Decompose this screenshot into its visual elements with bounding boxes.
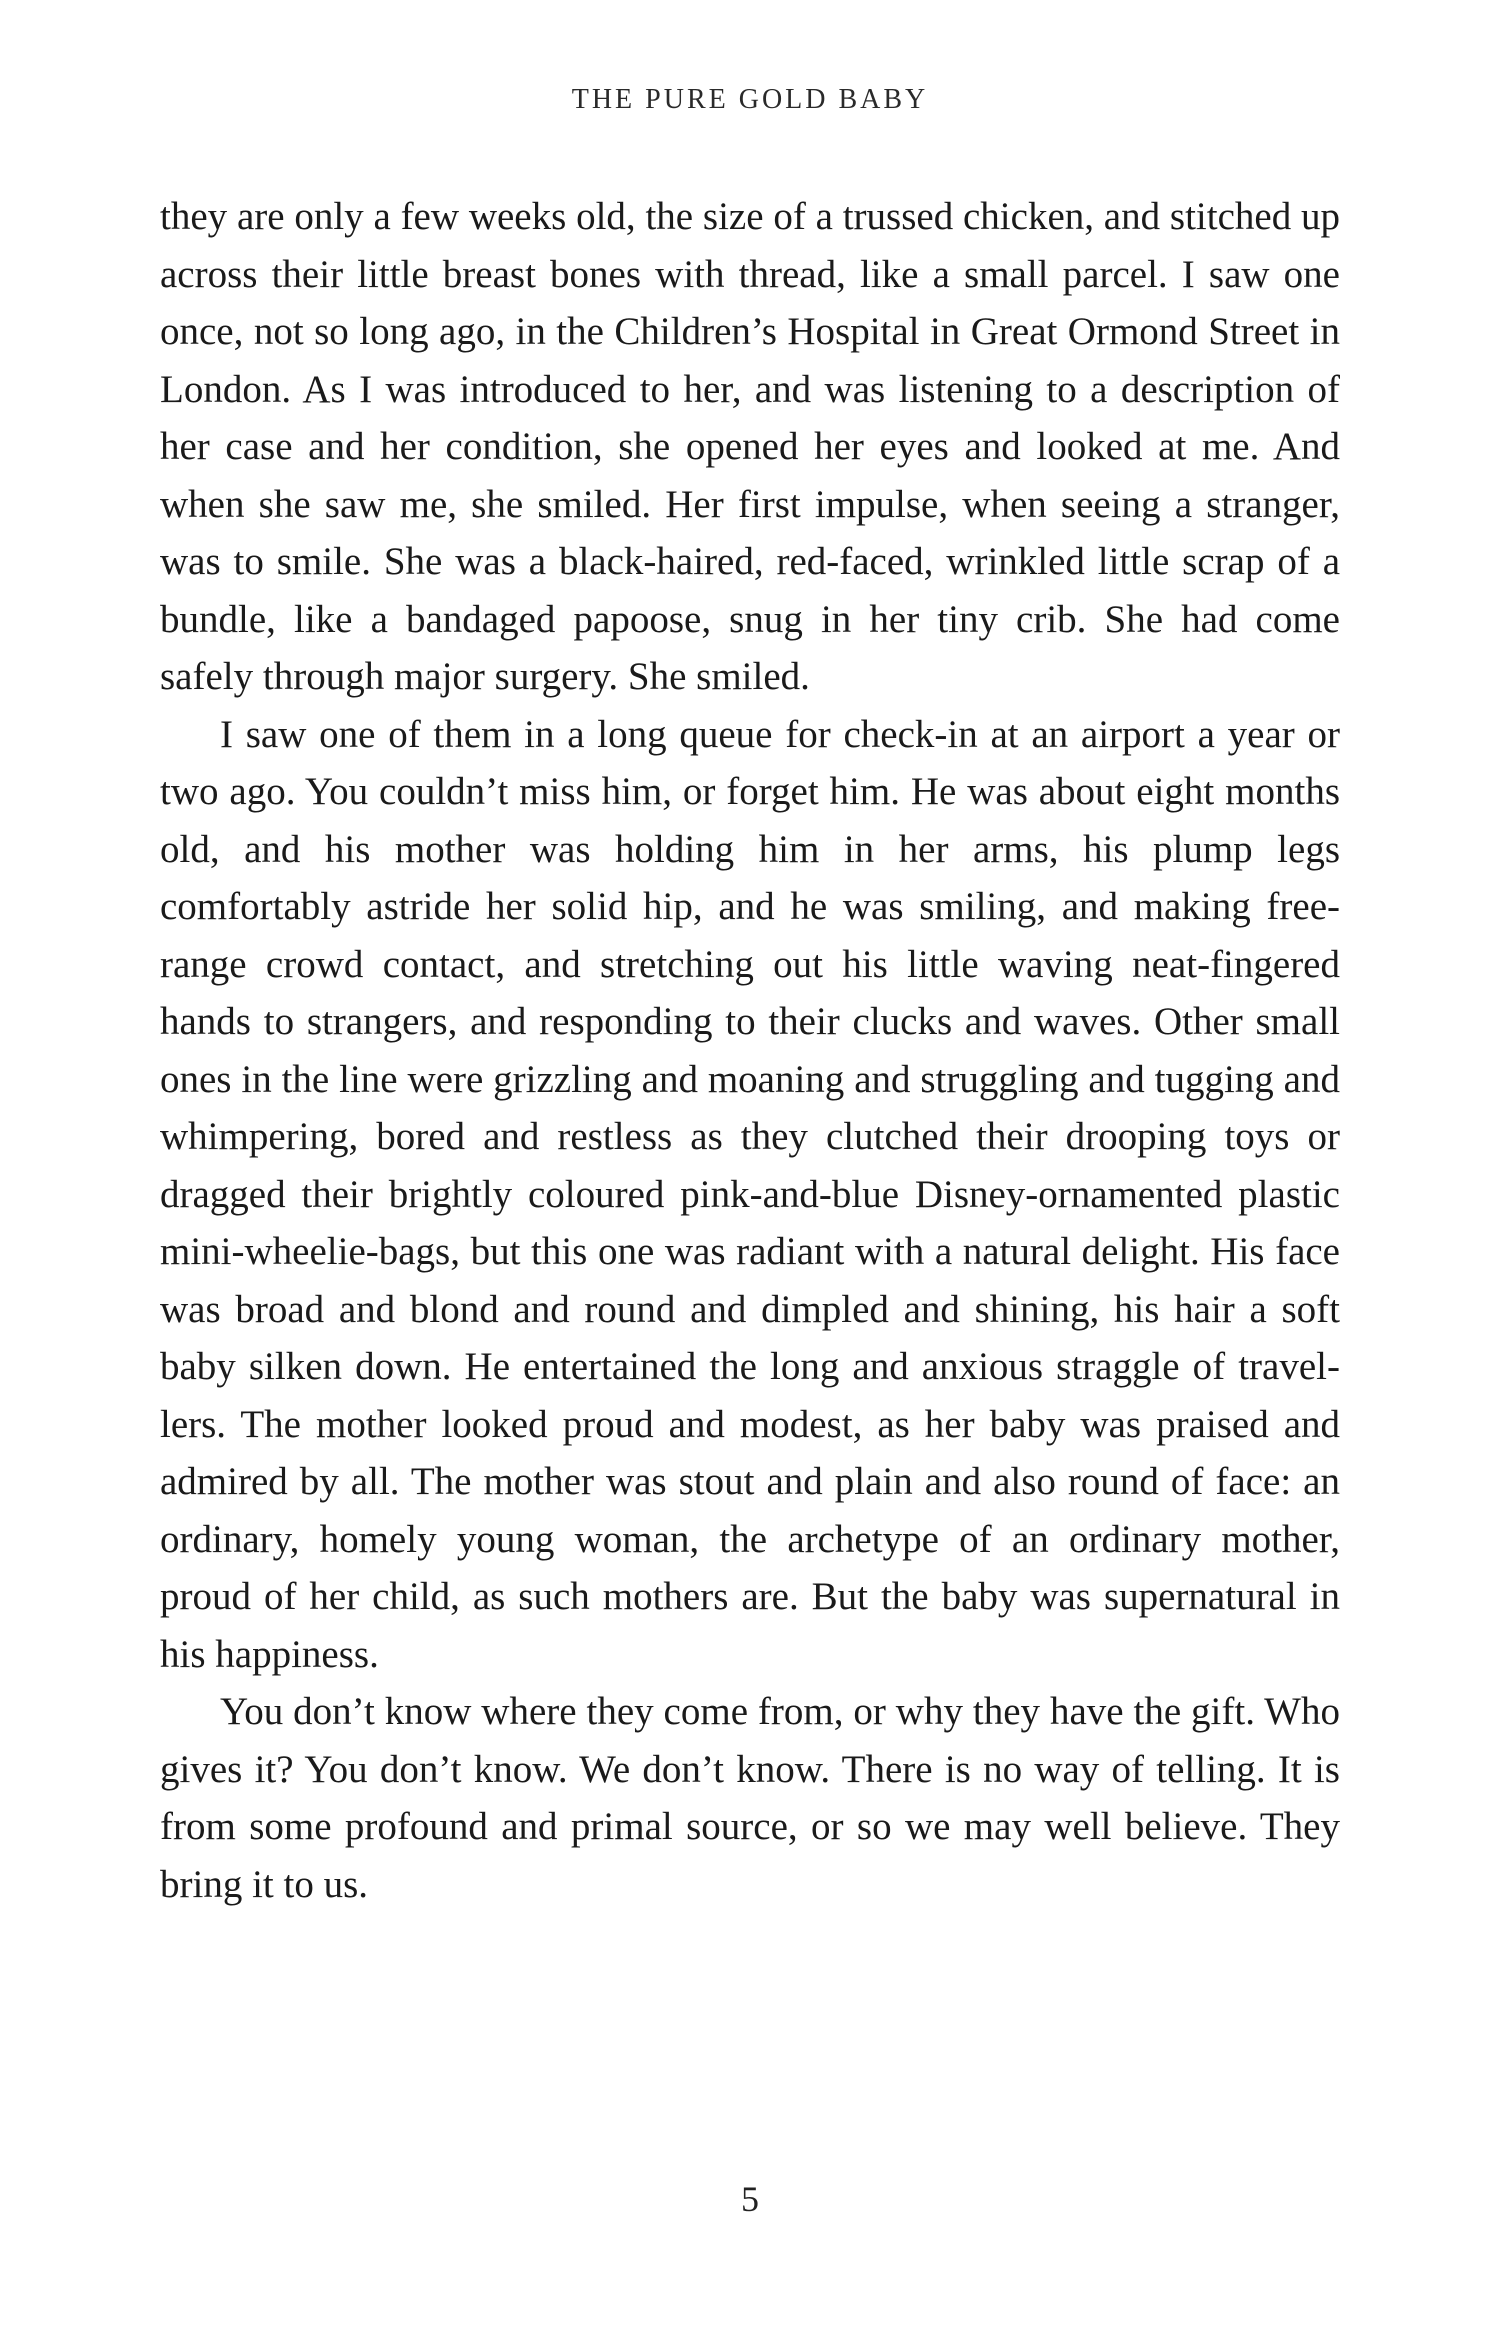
body-text bbox=[160, 188, 1340, 1913]
page-number: 5 bbox=[741, 2179, 759, 2219]
paragraph-1: they are only a few weeks old, the size of a trussed chicken, and stitched up across their little breast bones with thread, like a small parcel. I saw one once, not so long ago, in the Children’s Hospital in Great Ormond Street in London. As I was introduced to her, and was listening to a description of her case and her condition, she opened her eyes and looked at me. And when she saw me, she smiled. Her first impulse, when seeing a stranger, was to smile. She was a black-haired, red-faced, wrinkled little scrap of a bundle, like a bandaged papoose, snug in her tiny crib. She had come safely through major surgery. She smiled. bbox=[160, 195, 1340, 698]
running-head: THE PURE GOLD BABY bbox=[571, 84, 929, 115]
paragraph-3: You don’t know where they come from, or why they have the gift. Who gives it? You don’t know. We don’t know. There is no way of telling. It is from some profound and primal source, or so we may well believe. They bring it to us. bbox=[160, 1690, 1340, 1906]
paragraph-2: I saw one of them in a long queue for check-in at an airport a year or two ago. You couldn’t miss him, or forget him. He was about eight months old, and his mother was holding him in her arms, his plump legs comfortably astride her solid hip, and he was smiling, and making free-range crowd contact, and stretching out his little waving neat-fingered hands to strangers, and responding to their clucks and waves. Other small ones in the line were grizzling and moaning and struggling and tugging and whimpering, bored and restless as they clutched their drooping toys or dragged their brightly coloured pink-and-blue Disney-ornamented plastic mini-wheelie-bags, but this one was radiant with a natural delight. His face was broad and blond and round and dimpled and shining, his hair a soft baby silken down. He entertained the long and anxious straggle of travellers. The mother looked proud and modest, as her baby was praised and admired by all. The mother was stout and plain and also round of face: an ordinary, homely young woman, the archetype of an ordinary mother, proud of her child, as such mothers are. But the baby was supernatural in his happiness. bbox=[160, 712, 1340, 1676]
